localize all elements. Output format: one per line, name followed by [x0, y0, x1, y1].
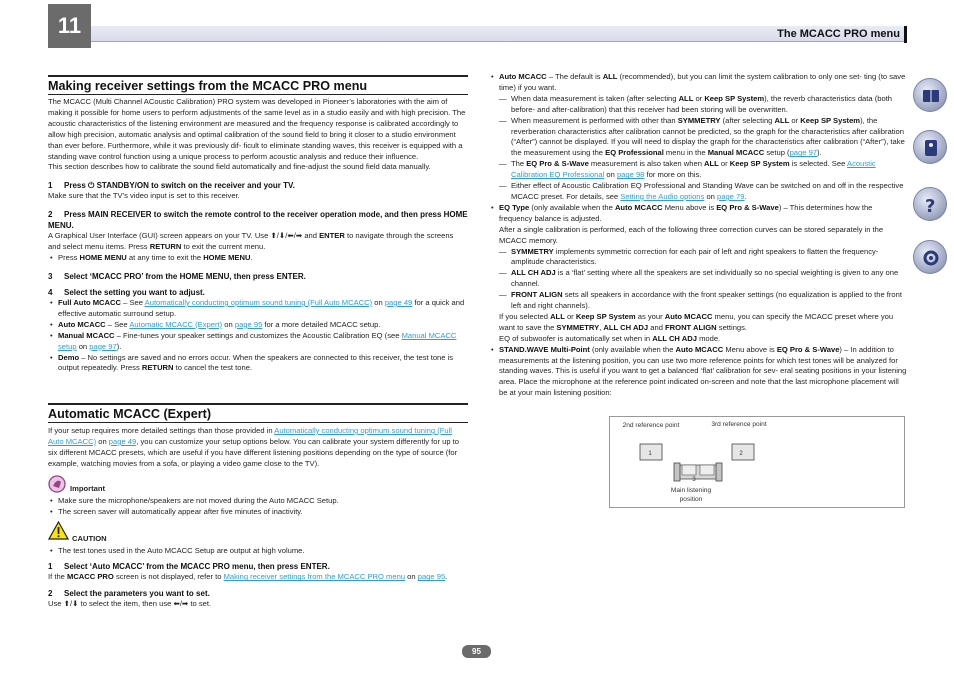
figure-label-2nd-reference: 2nd reference point: [622, 422, 680, 429]
link-full-auto-mcacc[interactable]: Automatically conducting optimum sound tuning (Full Auto MCACC): [144, 297, 373, 307]
standby-icon: ⏻: [88, 181, 95, 191]
dash-item: — SYMMETRY implements symmetric correction for each pair of left and right speakers to flatten the frequency-amplitude characteristics.: [489, 247, 907, 269]
link-page[interactable]: page 98: [616, 170, 645, 180]
link-page[interactable]: page 95: [234, 319, 263, 329]
link-auto-mcacc-expert[interactable]: Automatic MCACC (Expert): [129, 319, 223, 329]
link-acoustic-calibration-eq[interactable]: Acoustic Calibration EQ Professional: [511, 159, 876, 180]
list-item: • Demo – No settings are saved and no errors occur. When the speakers are connected to this receiver, the test tone is output repeatedly. Press RETURN to cancel the test tone.: [48, 353, 468, 375]
link-page[interactable]: page 95: [417, 572, 446, 582]
list-item: • STAND.WAVE Multi-Point (only available when the Auto MCACC Menu above is EQ Pro & S-Wave) – In addition to measurements at the listening position, you can use two more reference points for which test tones will be analyzed for standing waves. This is useful if you want to get a balanced ‘flat’ calibration for sev- eral seating positions in your listening area. Place the microphone at the reference point indicated on-screen and note that the last microphone placement will be at your main listening position:: [489, 345, 907, 400]
link-page[interactable]: page 79: [717, 191, 745, 201]
dash-item: — Either effect of Acoustic Calibration EQ Professional and Standing Wave can be switched on and off in the respective MCACC preset. For details, see Setting the Audio options on page 79.: [489, 181, 907, 203]
heading-making-receiver-settings: Making receiver settings from the MCACC PRO menu: [48, 79, 368, 93]
dash-item: — When data measurement is taken (after selecting ALL or Keep SP System), the reverb characteristics data (both before- and after-calibration) that this receiver had been storing will be overwritten.: [489, 94, 907, 116]
left-right-arrows-icon: ⬅/➡: [173, 599, 189, 609]
list-item: • Make sure the microphone/speakers are not moved during the Auto MCACC Setup.: [48, 496, 468, 507]
svg-text:?: ?: [925, 196, 936, 217]
list-item: • Full Auto MCACC – See Automatically conducting optimum sound tuning (Full Auto MCACC) on page 49 for a quick and effective automatic surround setup.: [48, 298, 468, 320]
up-down-arrows-icon: ⬆/⬇: [63, 599, 79, 609]
question-icon[interactable]: [913, 187, 947, 221]
link-manual-mcacc[interactable]: Manual MCACC setup: [58, 330, 457, 351]
heading-underline: [48, 422, 468, 423]
subwoofer-note: EQ of subwoofer is automatically set when in ALL CH ADJ mode.: [499, 333, 721, 343]
dash-item: — The EQ Pro & S-Wave measurement is also taken when ALL or Keep SP System is selected. See Acoustic Calibration EQ Professional on page 98 for more on this.: [489, 159, 907, 181]
dash-item: — When measurement is performed with other than SYMMETRY (after selecting ALL or Keep SP System), the reverberation characteristics after calibration cannot be predicted, so the graph for the characteristics after calibration (“After”) cannot be displayed. If you will need to display the graph for the characteristics after calibration (“After”), take the measurement using the EQ Professional menu in the Manual MCACC setup (page 97).: [489, 116, 907, 160]
intro-paragraph: The MCACC (Multi Channel ACoustic Calibration) PRO system was developed in Pioneer’s laboratories with the aim of making it possible for home users to perform adjustments of the same level as in a studio easily and with high precision. The acoustic characteristics of the listening environment are measured and the frequency response is calibrated accordingly to allow high precision, automatic analysis and optimal calibration of the sound field to bring it closer to a studio environment than ever before. Furthermore, while it was previously dif- ficult to eliminate standing waves, this receiver is equipped with a standing wave control function using a unique process to perform acoustic analysis and reduce their influence.: [48, 97, 466, 161]
list-item: • Press HOME MENU at any time to exit the HOME MENU.: [48, 253, 468, 264]
chapter-number: 11: [48, 4, 91, 48]
list-item: • Auto MCACC – See Automatic MCACC (Expert) on page 95 for a more detailed MCACC setup.: [48, 320, 468, 331]
important-label: Important: [70, 483, 106, 493]
caution-icon: [48, 521, 69, 540]
link-full-auto-mcacc[interactable]: Automatically conducting optimum sound tuning (Full Auto MCACC): [48, 426, 452, 446]
step-2-note: A Graphical User Interface (GUI) screen appears on your TV. Use ⬆/⬇/⬅/➡ and ENTER to navigate through the screens and select menu items. Press RETURN to exit the current menu.: [48, 231, 454, 252]
listening-position-figure: [609, 416, 905, 508]
dash-item: — ALL CH ADJ is a ‘flat’ setting where all the speakers are set individually so no special weighting is given to any one channel.: [489, 268, 907, 290]
expert-intro: If your setup requires more detailed settings than those provided in Automatically conducting optimum sound tuning (Full Auto MCACC) on page 49, you can customize your setup options below. You can calibrate your system differently for up to six different MCACC presets, which are useful if you have different listening positions depending on the type of source (for example, watching movies from a sofa, or playing a video game close to the TV).: [48, 426, 460, 468]
caution-block: [48, 520, 468, 546]
settings-icon[interactable]: [913, 240, 947, 274]
eq-type-paragraph: After a single calibration is performed, each of the following three correction curves can be stored separately in the MCACC memory.: [499, 224, 884, 245]
expert-step-1-note: If the MCACC PRO screen is not displayed, refer to Making receiver settings from the MCACC PRO menu on page 95.: [48, 572, 448, 582]
section-title: The MCACC PRO menu: [777, 28, 900, 40]
dash-item: — FRONT ALIGN sets all speakers in accordance with the front speaker settings (no equalization is applied to the front left and right channels).: [489, 290, 907, 312]
heading-rule: [48, 75, 468, 77]
link-page[interactable]: page 49: [108, 436, 137, 446]
expert-step-2-note: Use ⬆/⬇ to select the item, then use ⬅/➡ to set.: [48, 599, 212, 609]
caution-label: CAUTION: [72, 534, 107, 544]
list-item: • EQ Type (only available when the Auto MCACC Menu above is EQ Pro & S-Wave) – This determines how the frequency balance is adjusted.: [489, 203, 907, 225]
figure-marker-2: 2: [739, 451, 743, 457]
link-making-receiver-settings[interactable]: Making receiver settings from the MCACC PRO menu: [223, 572, 406, 582]
link-audio-options[interactable]: Setting the Audio options: [620, 191, 705, 201]
intro-paragraph-2: This section describes how to calibrate the sound field automatically and fine-adjust the sound field data manually.: [48, 162, 431, 172]
list-item: • Auto MCACC – The default is ALL (recommended), but you can limit the system calibration to only one set- ting (to save time) if you want.: [489, 72, 907, 94]
heading-underline: [48, 94, 468, 95]
figure-label-main-listening: Main listening position: [670, 487, 712, 503]
step-2: 2 Press MAIN RECEIVER to switch the remote control to the receiver operation mode, and then press HOME MENU.: [48, 210, 468, 231]
left-column-section-2: [48, 403, 468, 610]
step-3: 3 Select ‘MCACC PRO’ from the HOME MENU, then press ENTER.: [48, 271, 306, 281]
link-page[interactable]: page 49: [384, 297, 413, 307]
important-block: [48, 472, 468, 496]
figure-marker-1: 1: [648, 451, 652, 457]
step-1: 1 Press ⏻ STANDBY/ON to switch on the receiver and your TV.: [48, 181, 295, 191]
remote-control-icon[interactable]: [913, 130, 947, 164]
figure-label-3rd-reference: 3rd reference point: [711, 421, 767, 428]
page-number: 95: [462, 645, 491, 658]
step-1-note: Make sure that the TV’s video input is set to this receiver.: [48, 191, 240, 201]
arrow-keys-icon: ⬆/⬇/⬅/➡: [270, 231, 303, 241]
book-icon[interactable]: [913, 78, 947, 112]
link-page[interactable]: page 97: [89, 341, 117, 351]
important-icon: [48, 475, 66, 493]
list-item: • The screen saver will automatically appear after five minutes of inactivity.: [48, 507, 468, 518]
left-column: [48, 75, 468, 374]
list-item: • The test tones used in the Auto MCACC Setup are output at high volume.: [48, 546, 468, 557]
expert-step-2: 2 Select the parameters you want to set.: [48, 589, 210, 599]
preset-paragraph: If you selected ALL or Keep SP System as your Auto MCACC menu, you can specify the MCACC preset where you want to save the SYMMETRY, ALL CH ADJ and FRONT ALIGN settings.: [499, 311, 894, 332]
figure-marker-3: 3: [692, 477, 696, 483]
list-item: • Manual MCACC – Fine-tunes your speaker settings and customizes the Acoustic Calibration EQ (see Manual MCACC setup on page 97).: [48, 331, 468, 353]
step-4: 4 Select the setting you want to adjust.: [48, 287, 205, 297]
right-column: [489, 72, 907, 399]
expert-step-1: 1 Select ‘Auto MCACC’ from the MCACC PRO menu, then press ENTER.: [48, 562, 330, 572]
heading-rule: [48, 403, 468, 405]
header-bar-end: [904, 26, 907, 43]
link-page[interactable]: page 97: [789, 148, 818, 158]
heading-automatic-mcacc-expert: Automatic MCACC (Expert): [48, 407, 212, 421]
